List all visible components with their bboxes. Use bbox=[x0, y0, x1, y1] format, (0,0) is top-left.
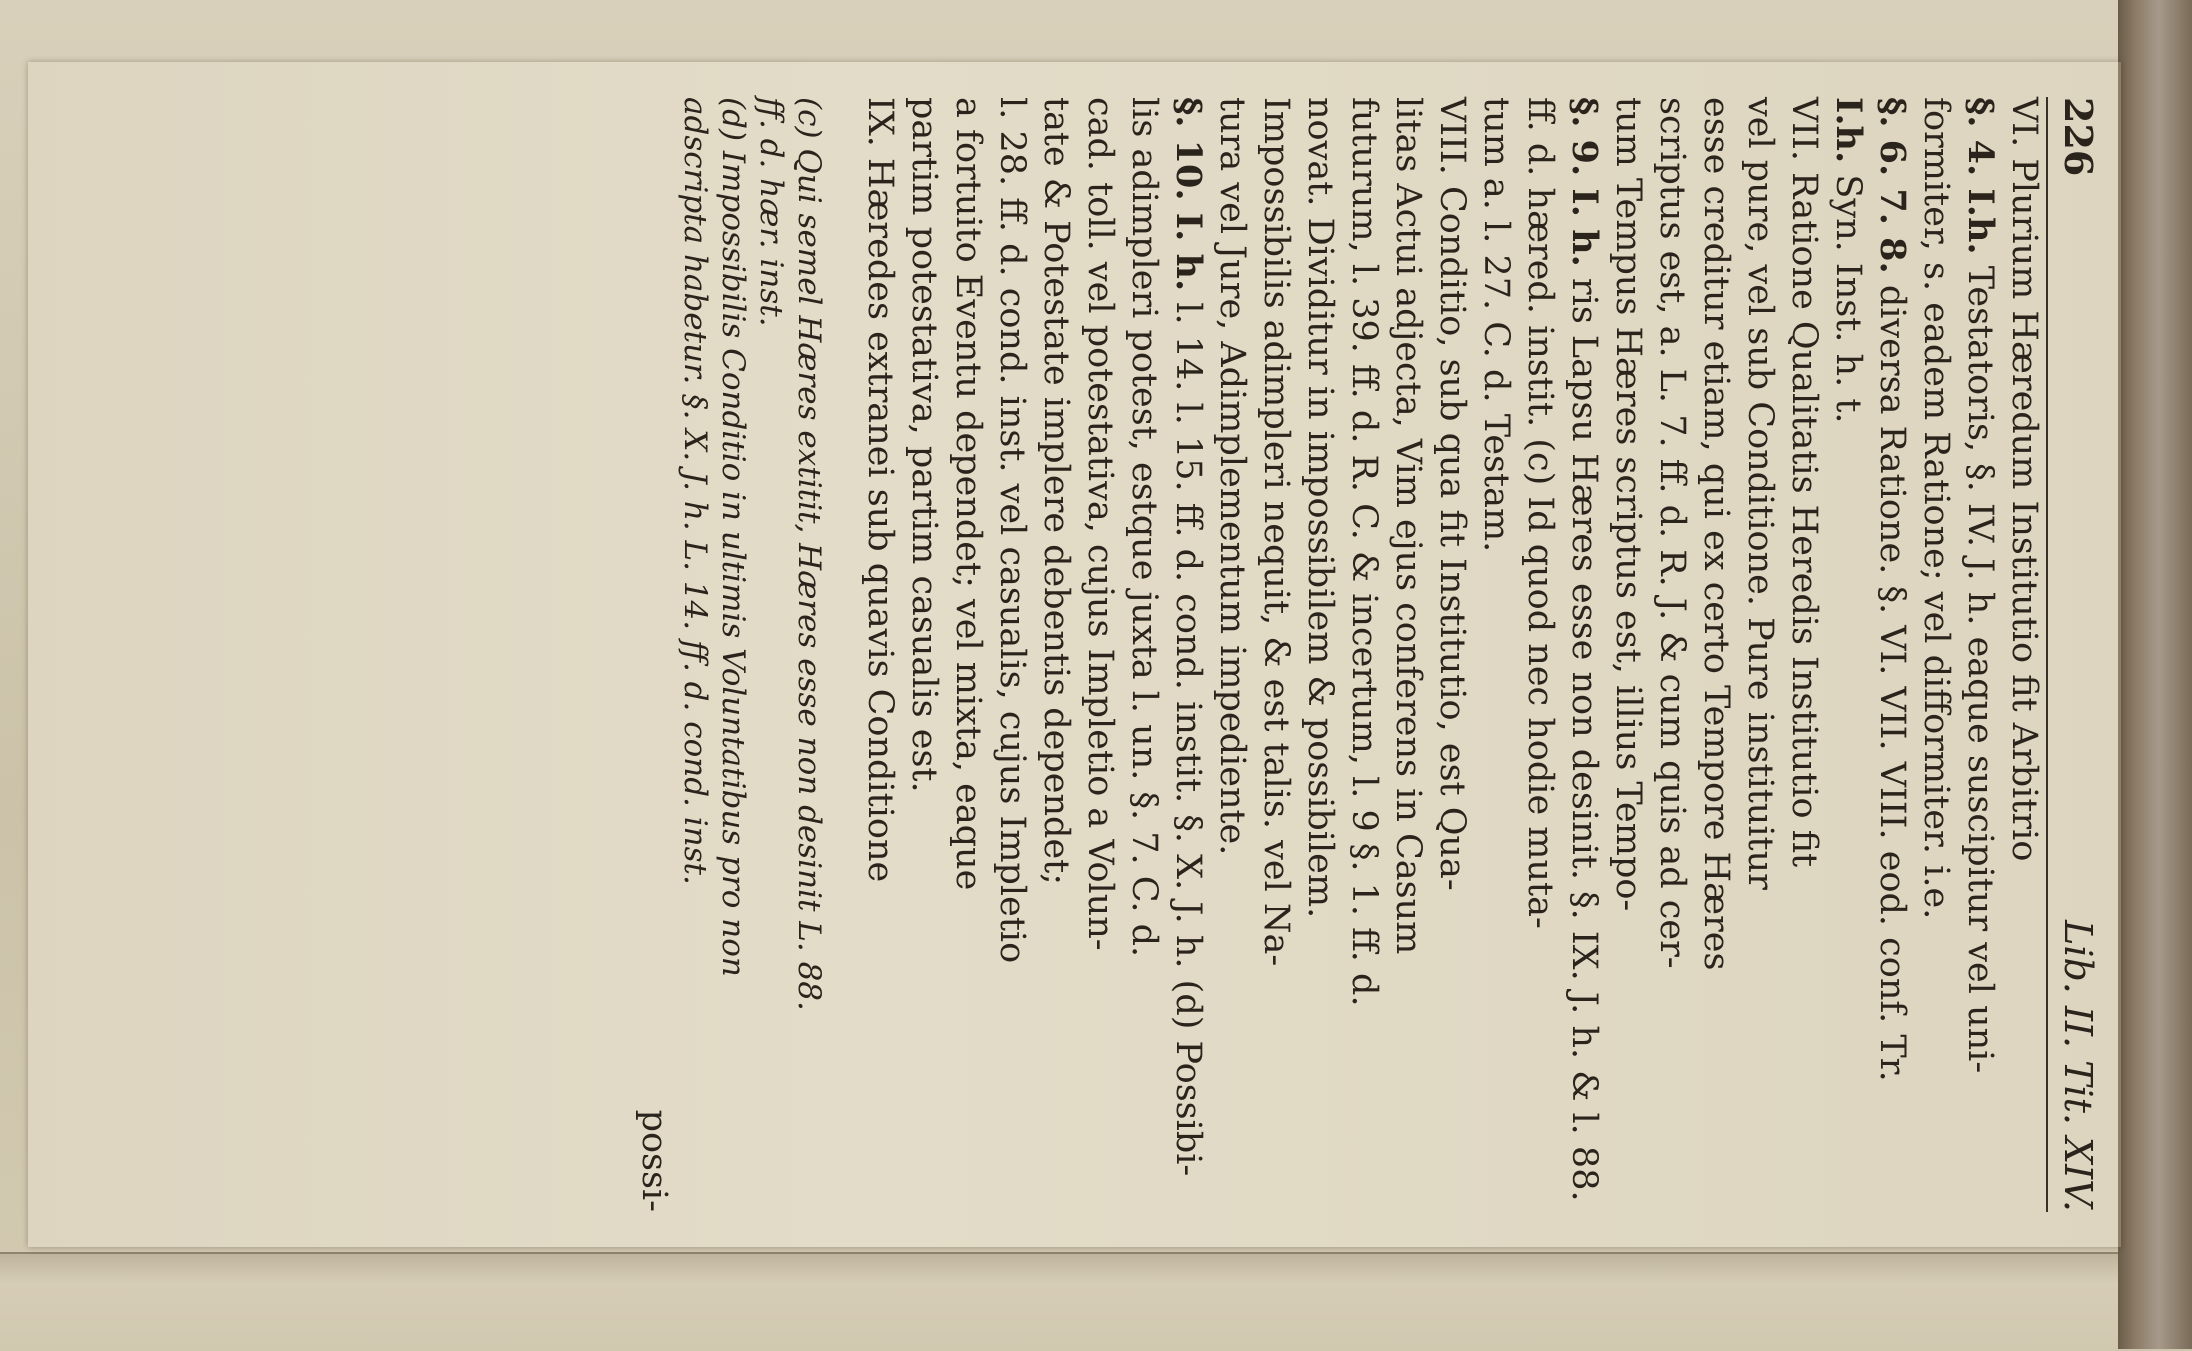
line-text: vel pure, vel sub Conditione. Pure instituitur bbox=[1740, 97, 1780, 890]
text-line bbox=[1254, 97, 1298, 1212]
running-head bbox=[2046, 97, 2108, 1212]
line-text: VII. Ratione Qualitatis Heredis Institutio fit bbox=[1784, 97, 1824, 868]
next-page-edge bbox=[0, 1252, 2118, 1351]
text-line bbox=[1386, 97, 1430, 1212]
line-text: tate & Potestate implere debentis dependet; bbox=[1036, 97, 1076, 886]
line-text: l. 14. l. 15. ff. d. cond. instit. §. X. J. h. (d) Possibi- bbox=[1168, 302, 1208, 1177]
text-line bbox=[1034, 97, 1078, 1212]
page-number: 226 bbox=[2056, 97, 2101, 177]
line-text: IX. Hæredes extranei sub quavis Conditione bbox=[860, 97, 900, 883]
margin-reference: §. 6. 7. 8. bbox=[1872, 97, 1913, 274]
text-line bbox=[1738, 97, 1782, 1212]
text-line bbox=[1474, 97, 1518, 1212]
body-text bbox=[858, 97, 2046, 1212]
footnote-line: (d) Impossibilis Conditio in ultimis Voluntatibus pro non bbox=[715, 97, 751, 977]
line-text: formiter, s. eadem Ratione; vel difformiter. i.e. bbox=[1916, 97, 1956, 920]
line-text: Testatoris, §. IV. J. h. eaque suscipitur vel uni- bbox=[1960, 265, 2000, 1074]
text-line bbox=[858, 97, 902, 1212]
footnote-line: (c) Qui semel Hæres extitit, Hæres esse non desinit L. 88. bbox=[791, 97, 827, 1011]
text-line bbox=[1958, 97, 2002, 1212]
line-text: a fortuito Eventu dependet; vel mixta, eaque bbox=[948, 97, 988, 891]
text-line bbox=[1342, 97, 1386, 1212]
catchword: possi- bbox=[634, 1109, 674, 1212]
line-text: cad. toll. vel potestativa, cujus Impletio a Volun- bbox=[1080, 97, 1120, 951]
text-line bbox=[1650, 97, 1694, 1212]
line-text: VI. Plurium Hæredum Institutio fit Arbitrio bbox=[2004, 97, 2044, 862]
text-line bbox=[1782, 97, 1826, 1212]
text-line bbox=[1430, 97, 1474, 1212]
line-text: l. 28. ff. d. cond. inst. vel casualis, cujus Impletio bbox=[992, 97, 1032, 964]
margin-reference: I.h. bbox=[1828, 97, 1869, 164]
text-line bbox=[1166, 97, 1210, 1212]
text-line bbox=[2002, 97, 2046, 1212]
line-text: tura vel Jure, Adimplementum impediente. bbox=[1212, 97, 1252, 856]
line-text: Syn. Inst. h. t. bbox=[1828, 174, 1868, 424]
text-line bbox=[990, 97, 1034, 1212]
running-title: Lib. II. Tit. XIV. bbox=[2056, 920, 2100, 1212]
text-line bbox=[1606, 97, 1650, 1212]
line-text: tum a. l. 27. C. d. Testam. bbox=[1476, 97, 1516, 553]
line-text: futurum, l. 39. ff. d. R. C. & incertum, l. 9 §. 1. ff. d. bbox=[1344, 97, 1384, 1007]
text-line bbox=[1562, 97, 1606, 1212]
line-text: diversa Ratione. §. VI. VII. VIII. eod. conf. Tr. bbox=[1872, 284, 1912, 1082]
text-line bbox=[1298, 97, 1342, 1212]
book-page bbox=[28, 62, 2121, 1247]
rotated-text-block bbox=[598, 97, 2108, 1212]
text-line bbox=[1518, 97, 1562, 1212]
text-line bbox=[946, 97, 990, 1212]
text-line bbox=[1210, 97, 1254, 1212]
margin-reference: §. 9. I. h. bbox=[1564, 97, 1605, 267]
line-text: esse creditur etiam, qui ex certo Tempore Hæres bbox=[1696, 97, 1736, 971]
text-line bbox=[1122, 97, 1166, 1212]
line-text: ff. d. hæred. instit. (c) Id quod nec hodie muta- bbox=[1520, 97, 1560, 929]
line-text: VIII. Conditio, sub qua fit Institutio, est Qua- bbox=[1432, 97, 1472, 891]
line-text: Impossibilis adimpleri nequit, & est talis. vel Na- bbox=[1256, 97, 1296, 967]
line-text: litas Actui adjecta, Vim ejus conferens in Casum bbox=[1388, 97, 1428, 955]
footnote-line: ff. d. hær. inst. bbox=[753, 97, 789, 327]
text-line bbox=[1914, 97, 1958, 1212]
line-text: ris Lapsu Hæres esse non desinit. §. IX. J. h. & l. 88. bbox=[1564, 277, 1604, 1202]
book-spine-edge bbox=[2118, 0, 2192, 1349]
footnotes bbox=[676, 97, 828, 1212]
line-text: partim potestativa, partim casualis est. bbox=[904, 97, 944, 793]
footnote-line: adscripta habetur. §. X. J. h. L. 14. ff. d. cond. inst. bbox=[677, 97, 713, 885]
line-text: lis adimpleri potest, estque juxta l. un. §. 7. C. d. bbox=[1124, 97, 1164, 958]
text-line bbox=[902, 97, 946, 1212]
text-line bbox=[1694, 97, 1738, 1212]
text-line bbox=[1870, 97, 1914, 1212]
line-text: scriptus est, a. L. 7. ff. d. R. J. & cum quis ad cer- bbox=[1652, 97, 1692, 969]
margin-reference: §. 4. I.h. bbox=[1960, 97, 2001, 255]
text-line bbox=[1078, 97, 1122, 1212]
margin-reference: §. 10. I. h. bbox=[1168, 97, 1209, 292]
text-line bbox=[1826, 97, 1870, 1212]
line-text: tum Tempus Hæres scriptus est, illius Tempo- bbox=[1608, 97, 1648, 912]
line-text: novat. Dividitur in impossibilem & possibilem. bbox=[1300, 97, 1340, 919]
